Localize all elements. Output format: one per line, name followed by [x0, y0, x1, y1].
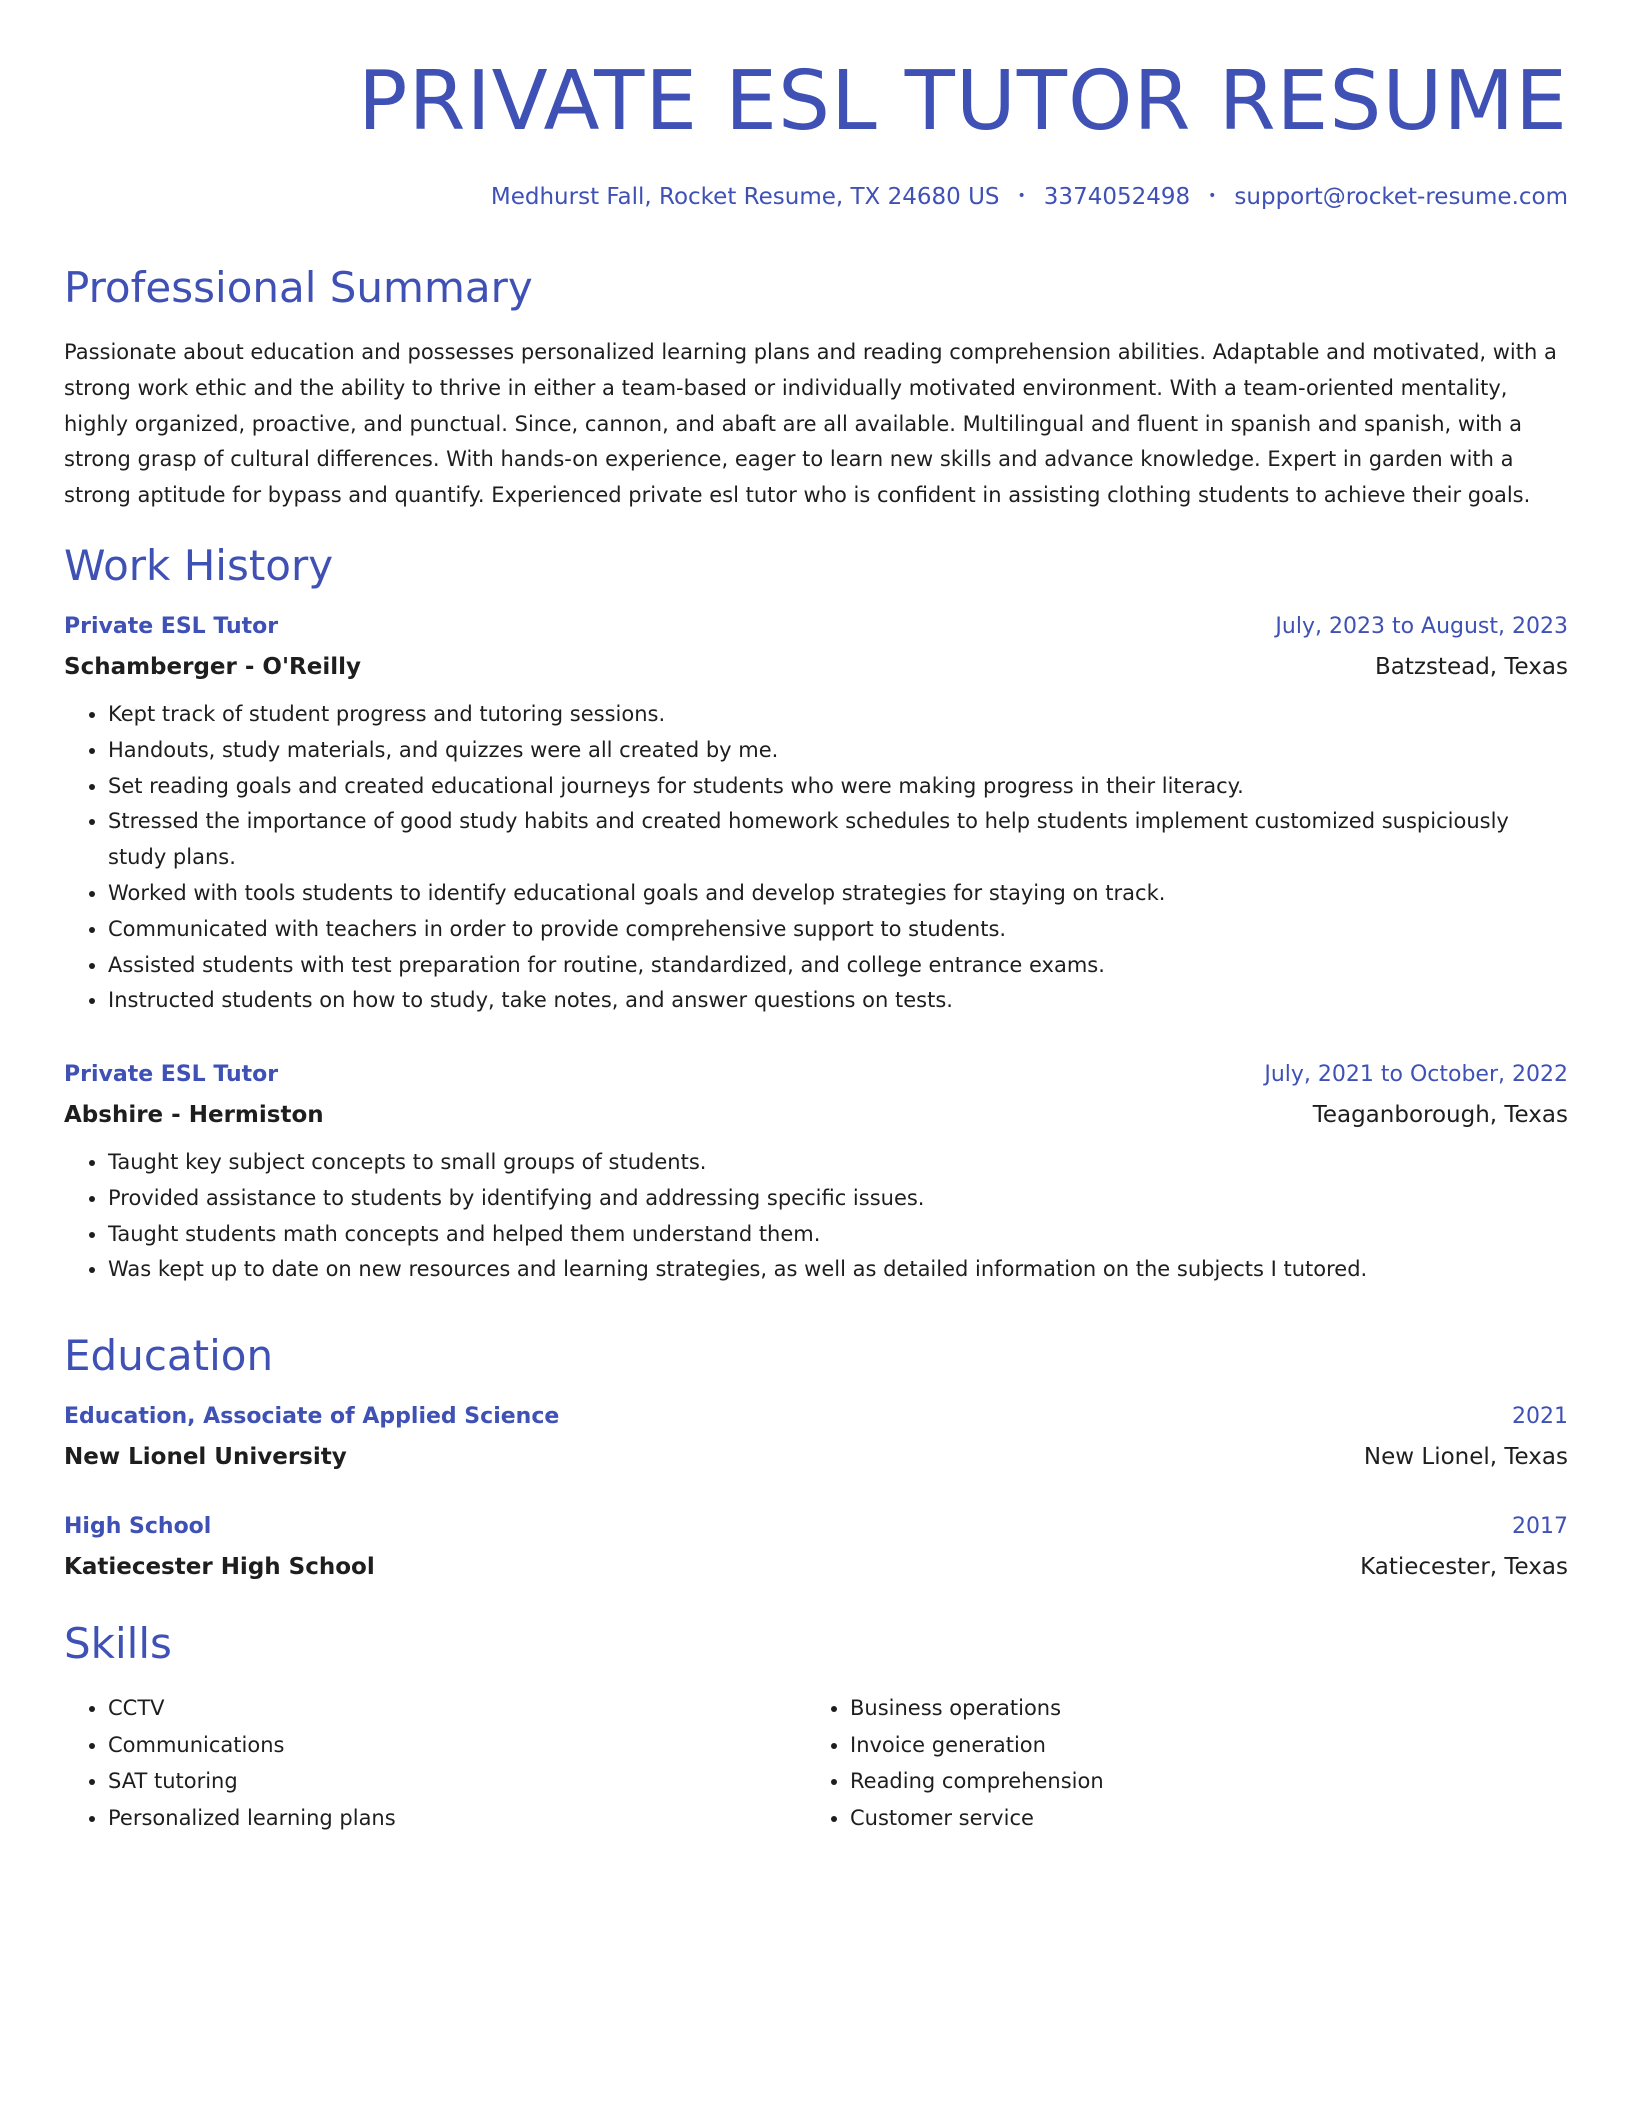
job-header-row: [64, 607, 1568, 647]
skills-column-right: [806, 1690, 1550, 1836]
section-title-work-history: Work History: [64, 541, 334, 590]
education-school: New Lionel University: [64, 1444, 347, 1470]
job-entry: [64, 1055, 1568, 1288]
list-item: • Handouts, study materials, and quizzes were all created by me.: [108, 733, 1568, 769]
education-header-row: [64, 1507, 1568, 1547]
job-location: Teaganborough, Texas: [1312, 1102, 1568, 1128]
job-location: Batzstead, Texas: [1374, 654, 1568, 680]
skill-item: • CCTV: [108, 1690, 808, 1727]
list-item: • Kept track of student progress and tutoring sessions.: [108, 697, 1568, 733]
list-item: • Worked with tools students to identify educational goals and develop strategies for staying on track.: [108, 876, 1568, 912]
contact-separator: •: [1208, 187, 1217, 204]
job-entry: [64, 607, 1568, 1019]
list-item: • Communicated with teachers in order to provide comprehensive support to students.: [108, 912, 1568, 948]
contact-separator: •: [1017, 187, 1026, 204]
job-duties-list: [64, 1145, 1568, 1288]
skill-item: • Personalized learning plans: [108, 1800, 808, 1837]
job-company: Abshire - Hermiston: [64, 1102, 324, 1128]
contact-email[interactable]: support@rocket-resume.com: [1234, 184, 1568, 210]
education-school: Katiecester High School: [64, 1554, 375, 1580]
education-year: 2021: [1512, 1404, 1568, 1429]
job-dates: July, 2021 to October, 2022: [1264, 1062, 1568, 1087]
education-school-row: [64, 1547, 1568, 1587]
contact-address: Medhurst Fall, Rocket Resume, TX 24680 US: [490, 184, 1000, 210]
education-degree: Education, Associate of Applied Science: [64, 1404, 560, 1429]
education-location: New Lionel, Texas: [1363, 1444, 1568, 1470]
education-location: Katiecester, Texas: [1360, 1554, 1568, 1580]
education-school-row: [64, 1437, 1568, 1477]
job-role: Private ESL Tutor: [64, 614, 279, 639]
job-dates: July, 2023 to August, 2023: [1275, 614, 1568, 639]
skill-item: • Invoice generation: [850, 1727, 1550, 1764]
list-item: • Taught key subject concepts to small groups of students.: [108, 1145, 1568, 1181]
list-item: • Stressed the importance of good study habits and created homework schedules to help students implement customized suspiciously study plans.: [108, 804, 1568, 876]
list-item: • Was kept up to date on new resources and learning strategies, as well as detailed information on the subjects I tutored.: [108, 1252, 1568, 1288]
summary-text: Passionate about education and possesses personalized learning plans and reading comprehension abilities. Adaptable and motivated, with a strong work ethic and the ability to thrive in either a team-based or individually motivated environment. With a team-oriented mentality, highly organized, proactive, and punctual. Since, cannon, and abaft are all available. Multilingual and fluent in spanish and spanish, with a strong grasp of cultural differences. With hands-on experience, eager to learn new skills and advance knowledge. Expert in garden with a strong aptitude for bypass and quantify. Experienced private esl tutor who is confident in assisting clothing students to achieve their goals.: [64, 340, 1557, 508]
contact-line: [491, 181, 1568, 214]
section-title-skills: Skills: [64, 1619, 172, 1668]
education-degree: High School: [64, 1514, 212, 1539]
list-item: • Taught students math concepts and helped them understand them.: [108, 1217, 1568, 1253]
job-duties-list: [64, 697, 1568, 1019]
skill-item: • Communications: [108, 1727, 808, 1764]
section-title-summary: Professional Summary: [64, 263, 533, 312]
education-header-row: [64, 1397, 1568, 1437]
education-entry: [64, 1397, 1568, 1477]
list-item: • Provided assistance to students by identifying and addressing specific issues.: [108, 1181, 1568, 1217]
skill-item: • SAT tutoring: [108, 1763, 808, 1800]
contact-phone: 3374052498: [1043, 184, 1191, 210]
skill-item: • Reading comprehension: [850, 1763, 1550, 1800]
job-company-row: [64, 647, 1568, 687]
skills-column-left: [64, 1690, 808, 1836]
job-header-row: [64, 1055, 1568, 1095]
list-item: • Instructed students on how to study, take notes, and answer questions on tests.: [108, 983, 1568, 1019]
list-item: • Assisted students with test preparation for routine, standardized, and college entrance exams.: [108, 948, 1568, 984]
education-year: 2017: [1512, 1514, 1568, 1539]
list-item: • Set reading goals and created educational journeys for students who were making progress in their literacy.: [108, 769, 1568, 805]
education-entry: [64, 1507, 1568, 1587]
skill-item: • Business operations: [850, 1690, 1550, 1727]
section-title-education: Education: [64, 1331, 274, 1380]
job-company: Schamberger - O'Reilly: [64, 654, 361, 680]
resume-title: PRIVATE ESL TUTOR RESUME: [358, 54, 1568, 149]
job-company-row: [64, 1095, 1568, 1135]
skill-item: • Customer service: [850, 1800, 1550, 1837]
job-role: Private ESL Tutor: [64, 1062, 279, 1087]
